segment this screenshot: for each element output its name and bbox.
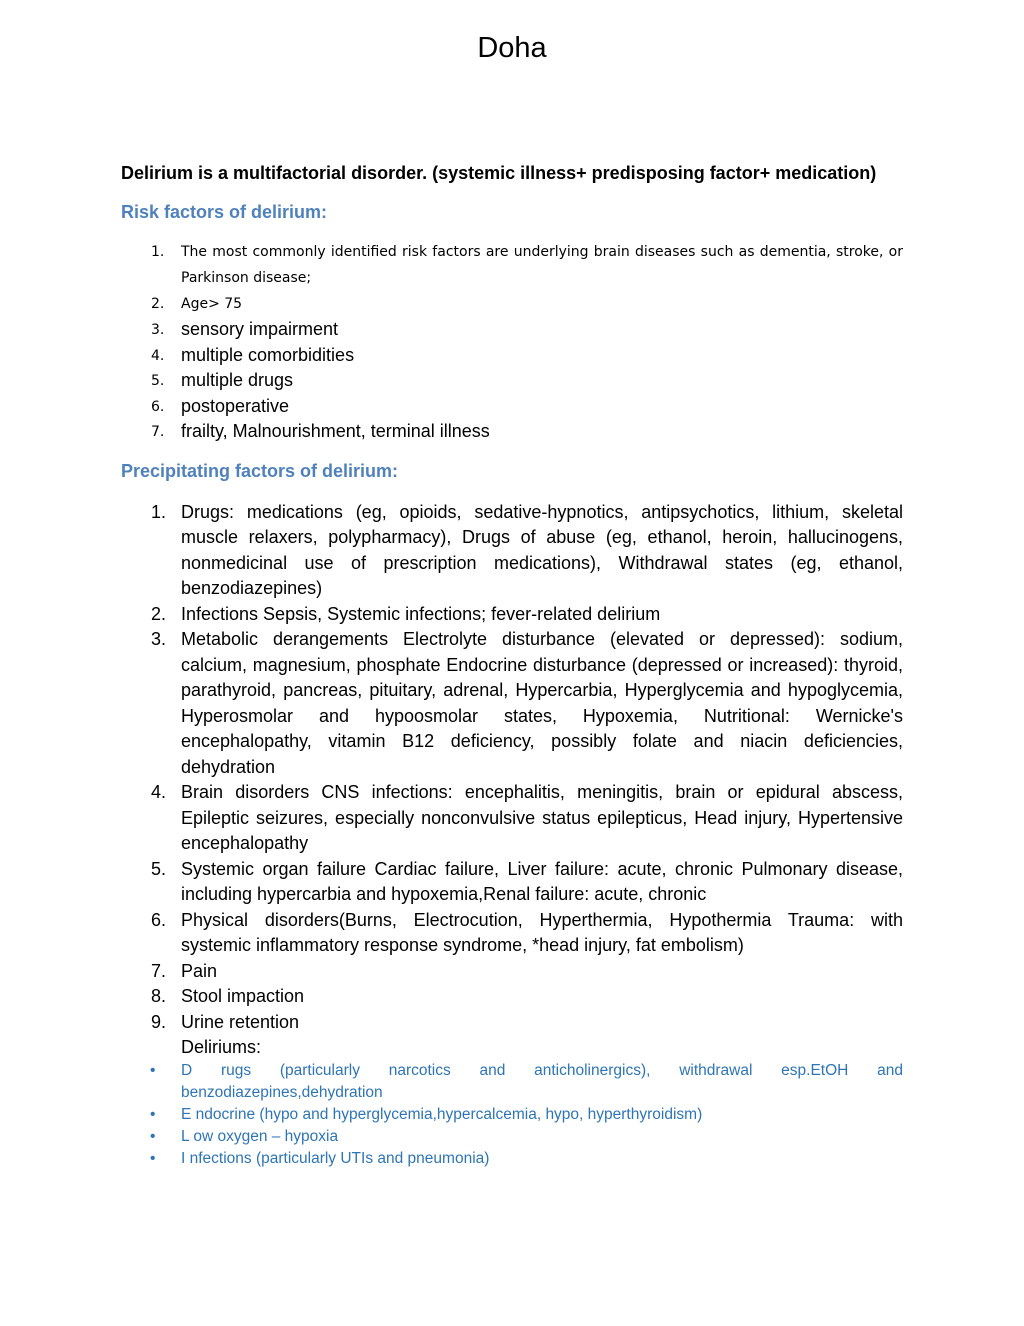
list-item [121, 500, 903, 602]
bullet-item [121, 1104, 903, 1126]
list-item [121, 419, 903, 445]
list-item-text: Brain disorders CNS infections: encephalitis, meningitis, brain or epidural abscess, Epileptic seizures, especially nonconvulsive status epilepticus, Head injury, Hypertensive encephalopathy [181, 782, 903, 853]
list-number: 7. [151, 960, 167, 981]
bullet-item [121, 1126, 903, 1148]
deliriums-mnemonic-list [121, 1060, 903, 1170]
list-number: 5. [151, 373, 165, 389]
list-number: 3. [151, 322, 165, 338]
risk-factors-list [121, 239, 903, 445]
list-item [121, 602, 903, 628]
precipitating-factors-heading: Precipitating factors of delirium: [121, 460, 399, 481]
list-item-text: multiple drugs [181, 370, 294, 390]
bullet-text: D rugs (particularly narcotics and anticholinergics), withdrawal esp.EtOH and benzodiazepines,dehydration [181, 1062, 903, 1101]
bullet-icon: • [150, 1062, 156, 1079]
list-item-text: frailty, Malnourishment, terminal illness [181, 421, 490, 441]
list-item-text: Systemic organ failure Cardiac failure, Liver failure: acute, chronic Pulmonary disease, including hypercarbia and hypoxemia,Renal failure: acute, chronic [181, 858, 903, 904]
list-item-text: Metabolic derangements Electrolyte disturbance (elevated or depressed): sodium, calcium, magnesium, phosphate Endocrine disturbance (depressed or increased): thyroid, parathyroid, pancreas, pituitary, adrenal, Hypercarbia, Hyperglycemia and hypoglycemia, Hyperosmolar and hypoosmolar states, Hypoxemia, Nutritional: Wernicke's encephalopathy, vitamin B12 deficiency, possibly folate and niacin deficiencies, dehydration [181, 629, 903, 777]
list-number: 6. [151, 398, 165, 415]
bullet-icon: • [150, 1128, 156, 1145]
bullet-text: L ow oxygen – hypoxia [181, 1128, 339, 1145]
list-item [121, 343, 903, 369]
bullet-item [121, 1060, 903, 1104]
list-item-text: Infections Sepsis, Systemic infections; fever-related delirium [181, 603, 661, 624]
list-item [121, 368, 903, 394]
list-number: 1. [151, 244, 165, 260]
list-item [121, 780, 903, 857]
list-item-text: Stool impaction [181, 986, 305, 1006]
list-number: 4. [151, 782, 167, 802]
list-number: 8. [151, 986, 167, 1006]
list-item [121, 317, 903, 343]
bullet-icon: • [150, 1150, 156, 1167]
bullet-text: I nfections (particularly UTIs and pneumonia) [181, 1150, 490, 1167]
list-item [121, 1010, 903, 1036]
list-item [121, 959, 903, 985]
list-item-text: The most commonly identified risk factors are underlying brain diseases such as dementia, stroke, or Parkinson disease; [181, 244, 903, 286]
list-item-text: Pain [181, 960, 218, 981]
precipitating-factors-list [121, 500, 903, 1036]
list-number: 9. [151, 1011, 167, 1032]
list-item [121, 984, 903, 1010]
intro-paragraph: Delirium is a multifactorial disorder. (systemic illness+ predisposing factor+ medication) [121, 163, 877, 183]
list-item-text: Drugs: medications (eg, opioids, sedative-hypnotics, antipsychotics, lithium, skeletal muscle relaxers, polypharmacy), Drugs of abuse (eg, ethanol, heroin, hallucinogens, nonmedicinal use of prescription medications), Withdrawal states (eg, ethanol, benzodiazepines) [181, 501, 903, 598]
list-number: 2. [151, 296, 165, 312]
list-item [121, 239, 903, 291]
list-item [121, 394, 903, 420]
list-item-text: postoperative [181, 395, 290, 416]
list-item-text: Physical disorders(Burns, Electrocution, Hyperthermia, Hypothermia Trauma: with systemic inflammatory response syndrome, *head injury, fat embolism) [181, 909, 903, 955]
list-item-text: Age> 75 [181, 296, 243, 312]
list-number: 2. [151, 603, 167, 624]
list-number: 4. [151, 347, 165, 364]
list-item-text: multiple comorbidities [181, 344, 355, 365]
risk-factors-heading: Risk factors of delirium: [121, 202, 328, 222]
list-item [121, 908, 903, 959]
bullet-icon: • [150, 1106, 156, 1123]
list-item-text: Urine retention [181, 1011, 300, 1032]
list-number: 7. [151, 424, 165, 440]
deliriums-subtitle: Deliriums: [181, 1037, 262, 1057]
list-item [121, 627, 903, 780]
list-item [121, 291, 903, 317]
list-number: 3. [151, 629, 167, 649]
list-number: 6. [151, 909, 167, 930]
list-item-text: sensory impairment [181, 319, 339, 339]
bullet-item [121, 1148, 903, 1170]
list-number: 1. [151, 501, 167, 522]
bullet-text: E ndocrine (hypo and hyperglycemia,hypercalcemia, hypo, hyperthyroidism) [181, 1106, 703, 1123]
page-header-title: Doha [477, 32, 547, 64]
list-number: 5. [151, 858, 167, 879]
list-item [121, 857, 903, 908]
document-body [121, 160, 903, 1170]
